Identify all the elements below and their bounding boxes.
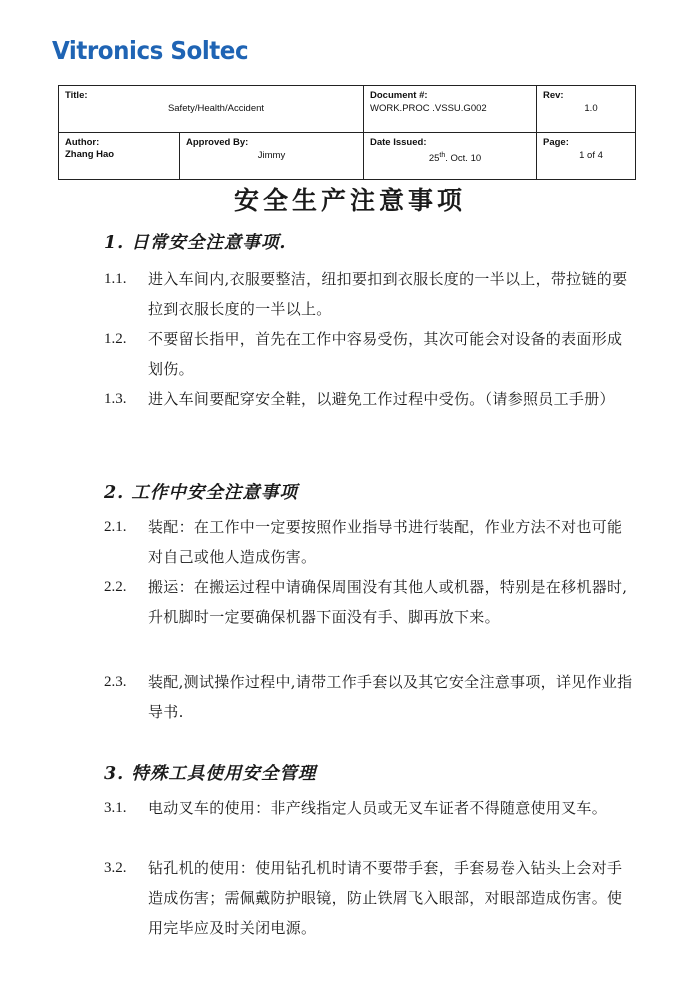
item-text: 不要留长指甲，首先在工作中容易受伤，其次可能会对设备的表面形成划伤。 xyxy=(148,330,623,378)
item-number: 2.3. xyxy=(104,674,127,690)
title-cell xyxy=(59,86,364,133)
document-number-label: Document #: xyxy=(370,90,428,101)
section-heading: 3. 特殊工具使用安全管理 xyxy=(104,764,317,784)
item-number: 2.1. xyxy=(104,519,127,535)
date-issued-value xyxy=(370,149,530,166)
author-approver-cell xyxy=(59,133,364,180)
approved-by-label: Approved By: xyxy=(186,137,249,148)
list-item xyxy=(104,572,634,632)
date-rest: . Oct. 10 xyxy=(445,153,482,165)
item-number: 3.1. xyxy=(104,800,127,816)
revision-label: Rev: xyxy=(543,90,564,101)
list-item xyxy=(104,793,634,823)
list-item xyxy=(104,853,634,943)
date-issued-label: Date Issued: xyxy=(370,137,427,148)
approved-by-cell xyxy=(180,133,363,179)
document-title: 安全生产注意事项 xyxy=(233,186,466,215)
list-item xyxy=(104,384,634,414)
item-number: 2.2. xyxy=(104,579,127,595)
page-cell xyxy=(537,133,636,180)
item-text: 钻孔机的使用：使用钻孔机时请不要带手套，手套易卷入钻头上会对手造成伤害；需佩戴防护眼镜，防止铁屑飞入眼部，对眼部造成伤害。使用完毕应及时关闭电源。 xyxy=(148,859,623,937)
revision-cell xyxy=(537,86,636,133)
item-number: 1.1. xyxy=(104,271,127,287)
date-day: 25 xyxy=(428,153,440,165)
document-number-cell xyxy=(364,86,537,133)
item-text: 装配,测试操作过程中,请带工作手套以及其它安全注意事项，详见作业指导书. xyxy=(148,673,633,721)
company-logo: Vitronics Soltec xyxy=(52,36,249,65)
date-suffix: th xyxy=(439,152,446,159)
section-heading: 2. 工作中安全注意事项 xyxy=(104,483,298,503)
section-heading: 1. 日常安全注意事项. xyxy=(104,233,287,253)
item-number: 3.2. xyxy=(104,860,127,876)
approved-by-value: Jimmy xyxy=(257,150,286,161)
item-text: 电动叉车的使用：非产线指定人员或无叉车证者不得随意使用叉车。 xyxy=(148,799,608,817)
revision-value: 1.0 xyxy=(584,103,598,114)
author-value: Zhang Hao xyxy=(65,149,115,160)
list-item xyxy=(104,324,634,384)
list-item xyxy=(104,512,634,572)
item-number: 1.3. xyxy=(104,391,127,407)
author-label: Author: xyxy=(65,137,100,148)
document-header-table xyxy=(58,85,636,180)
author-cell xyxy=(59,133,180,179)
item-text: 进入车间内,衣服要整洁，纽扣要扣到衣服长度的一半以上，带拉链的要拉到衣服长度的一半以上。 xyxy=(148,270,628,318)
title-value: Safety/Health/Accident xyxy=(167,103,265,114)
date-issued-cell xyxy=(364,133,537,180)
item-text: 进入车间要配穿安全鞋，以避免工作过程中受伤。（请参照员工手册） xyxy=(148,390,615,408)
page-value: 1 of 4 xyxy=(579,150,603,161)
item-number: 1.2. xyxy=(104,331,127,347)
document-number-value: WORK.PROC .VSSU.G002 xyxy=(370,103,487,114)
list-item xyxy=(104,264,634,324)
item-text: 装配：在工作中一定要按照作业指导书进行装配，作业方法不对也可能对自己或他人造成伤害。 xyxy=(148,518,623,566)
page-label: Page: xyxy=(543,137,569,148)
list-item xyxy=(104,667,634,727)
title-label: Title: xyxy=(65,90,88,101)
item-text: 搬运：在搬运过程中请确保周围没有其他人或机器，特别是在移机器时,升机脚时一定要确保机器下面没有手、脚再放下来。 xyxy=(148,578,628,626)
